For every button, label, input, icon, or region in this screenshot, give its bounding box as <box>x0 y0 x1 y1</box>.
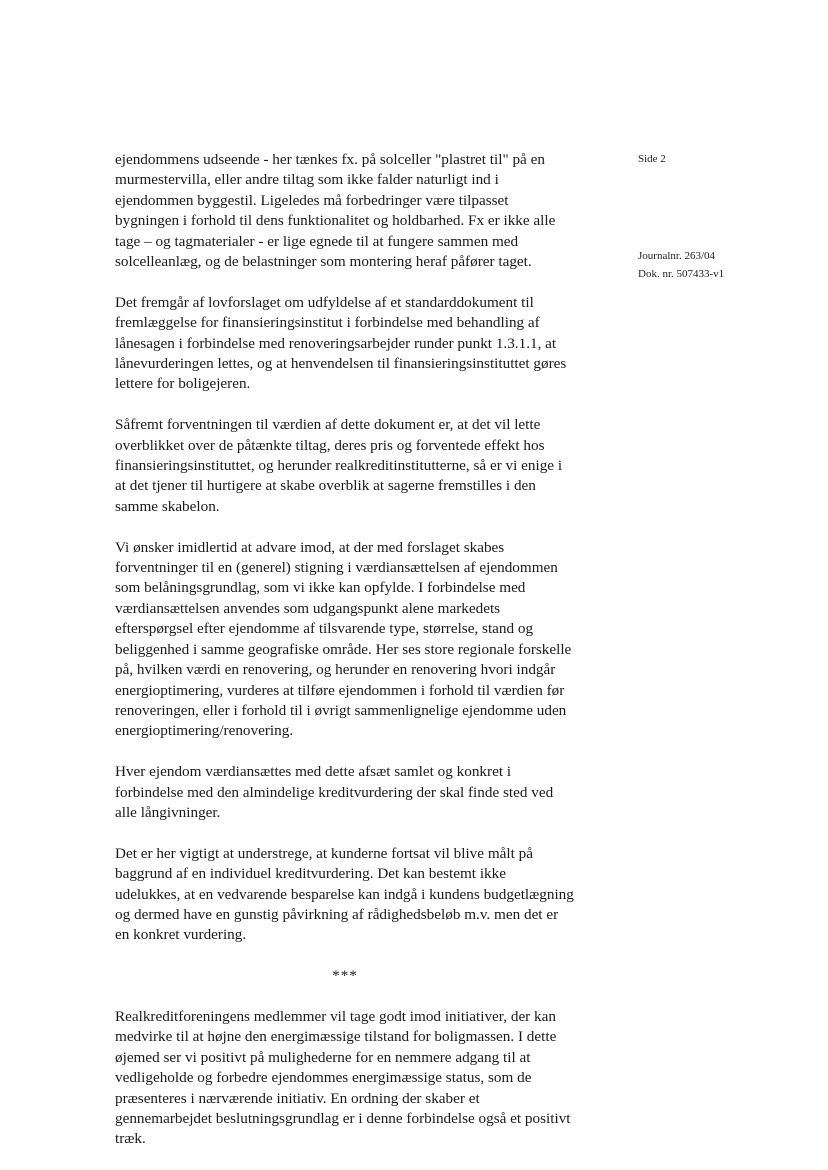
document-number: Dok. nr. 507433-v1 <box>638 268 725 280</box>
paragraph-5: Hver ejendom værdiansættes med dette afsæt samlet og konkret i forbindelse med den almindelige kreditvurdering der skal finde sted ved alle långivninger. <box>115 763 554 821</box>
section-separator: *** <box>332 967 358 985</box>
paragraph-1: ejendommens udseende - her tænkes fx. på solceller "plastret til" på en murmestervilla, eller andre tiltag som ikke falder naturligt ind i ejendommen byggestil. Ligeledes må forbedringer være tilpasset bygningen i forhold til dens funktionalitet og holdbarhed. Fx er ikke alle tage – og tagmaterialer - er lige egnede til at fungere sammen med solcelleanlæg, og de belastninger som montering heraf påfører taget. <box>115 151 556 271</box>
document-meta <box>638 247 724 283</box>
page-number: Side 2 <box>638 153 666 165</box>
paragraph-2: Det fremgår af lovforslaget om udfyldelse af et standarddokument til fremlæggelse for finansieringsinstitut i forbindelse med behandling af lånesagen i forbindelse med renoveringsarbejder runder punkt 1.3.1.1, at lånevurderingen lettes, og at henvendelsen til finansieringsinstituttet gøres lettere for boligejeren. <box>115 293 567 393</box>
paragraph-6: Det er her vigtigt at understrege, at kunderne fortsat vil blive målt på baggrund af en individuel kreditvurdering. Det kan bestemt ikke udelukkes, at en vedvarende besparelse kan indgå i kundens budgetlægning og dermed have en gunstig påvirkning af rådighedsbeløb m.v. men det er en konkret vurdering. <box>115 844 574 944</box>
closing-paragraph: Realkreditforeningens medlemmer vil tage godt imod initiativer, der kan medvirke til at højne den energimæssige tilstand for boligmassen. I dette øjemed ser vi positivt på mulighederne for en nemmere adgang til at vedligeholde og forbedre ejendommes energimæssige status, som de præsenteres i nærværende initiativ. En ordning der skaber et gennemarbejdet beslutningsgrundlag er i denne forbindelse også et positivt træk. <box>115 1007 571 1148</box>
sidebar <box>638 150 818 280</box>
paragraph-4: Vi ønsker imidlertid at advare imod, at der med forslaget skabes forventninger til en (generel) stigning i værdiansættelsen af ejendommen som belåningsgrundlag, som vi ikke kan opfylde. I forbindelse med værdiansættelsen anvendes som udgangspunkt alene markedets efterspørgsel efter ejendomme af tilsvarende type, størrelse, stand og beliggenhed i samme geografiske område. Her ses store regionale forskelle på, hvilken værdi en renovering, og herunder en renovering hvori indgår energioptimering, vurderes at tilføre ejendommen i forhold til værdien før renoveringen, eller i forhold til i øvrigt sammenlignelige ejendomme uden energioptimering/renovering. <box>115 538 572 740</box>
document-body <box>115 150 575 1170</box>
journal-number: Journalnr. 263/04 <box>638 250 715 262</box>
paragraph-3: Såfremt forventningen til værdien af dette dokument er, at det vil lette overblikket over de påtænkte tiltag, deres pris og forventede effekt hos finansieringsinstituttet, og herunder realkreditinstitutterne, så er vi enige i at det tjener til hurtigere at skabe overblik at sagerne fremstilles i den samme skabelon. <box>115 416 563 515</box>
